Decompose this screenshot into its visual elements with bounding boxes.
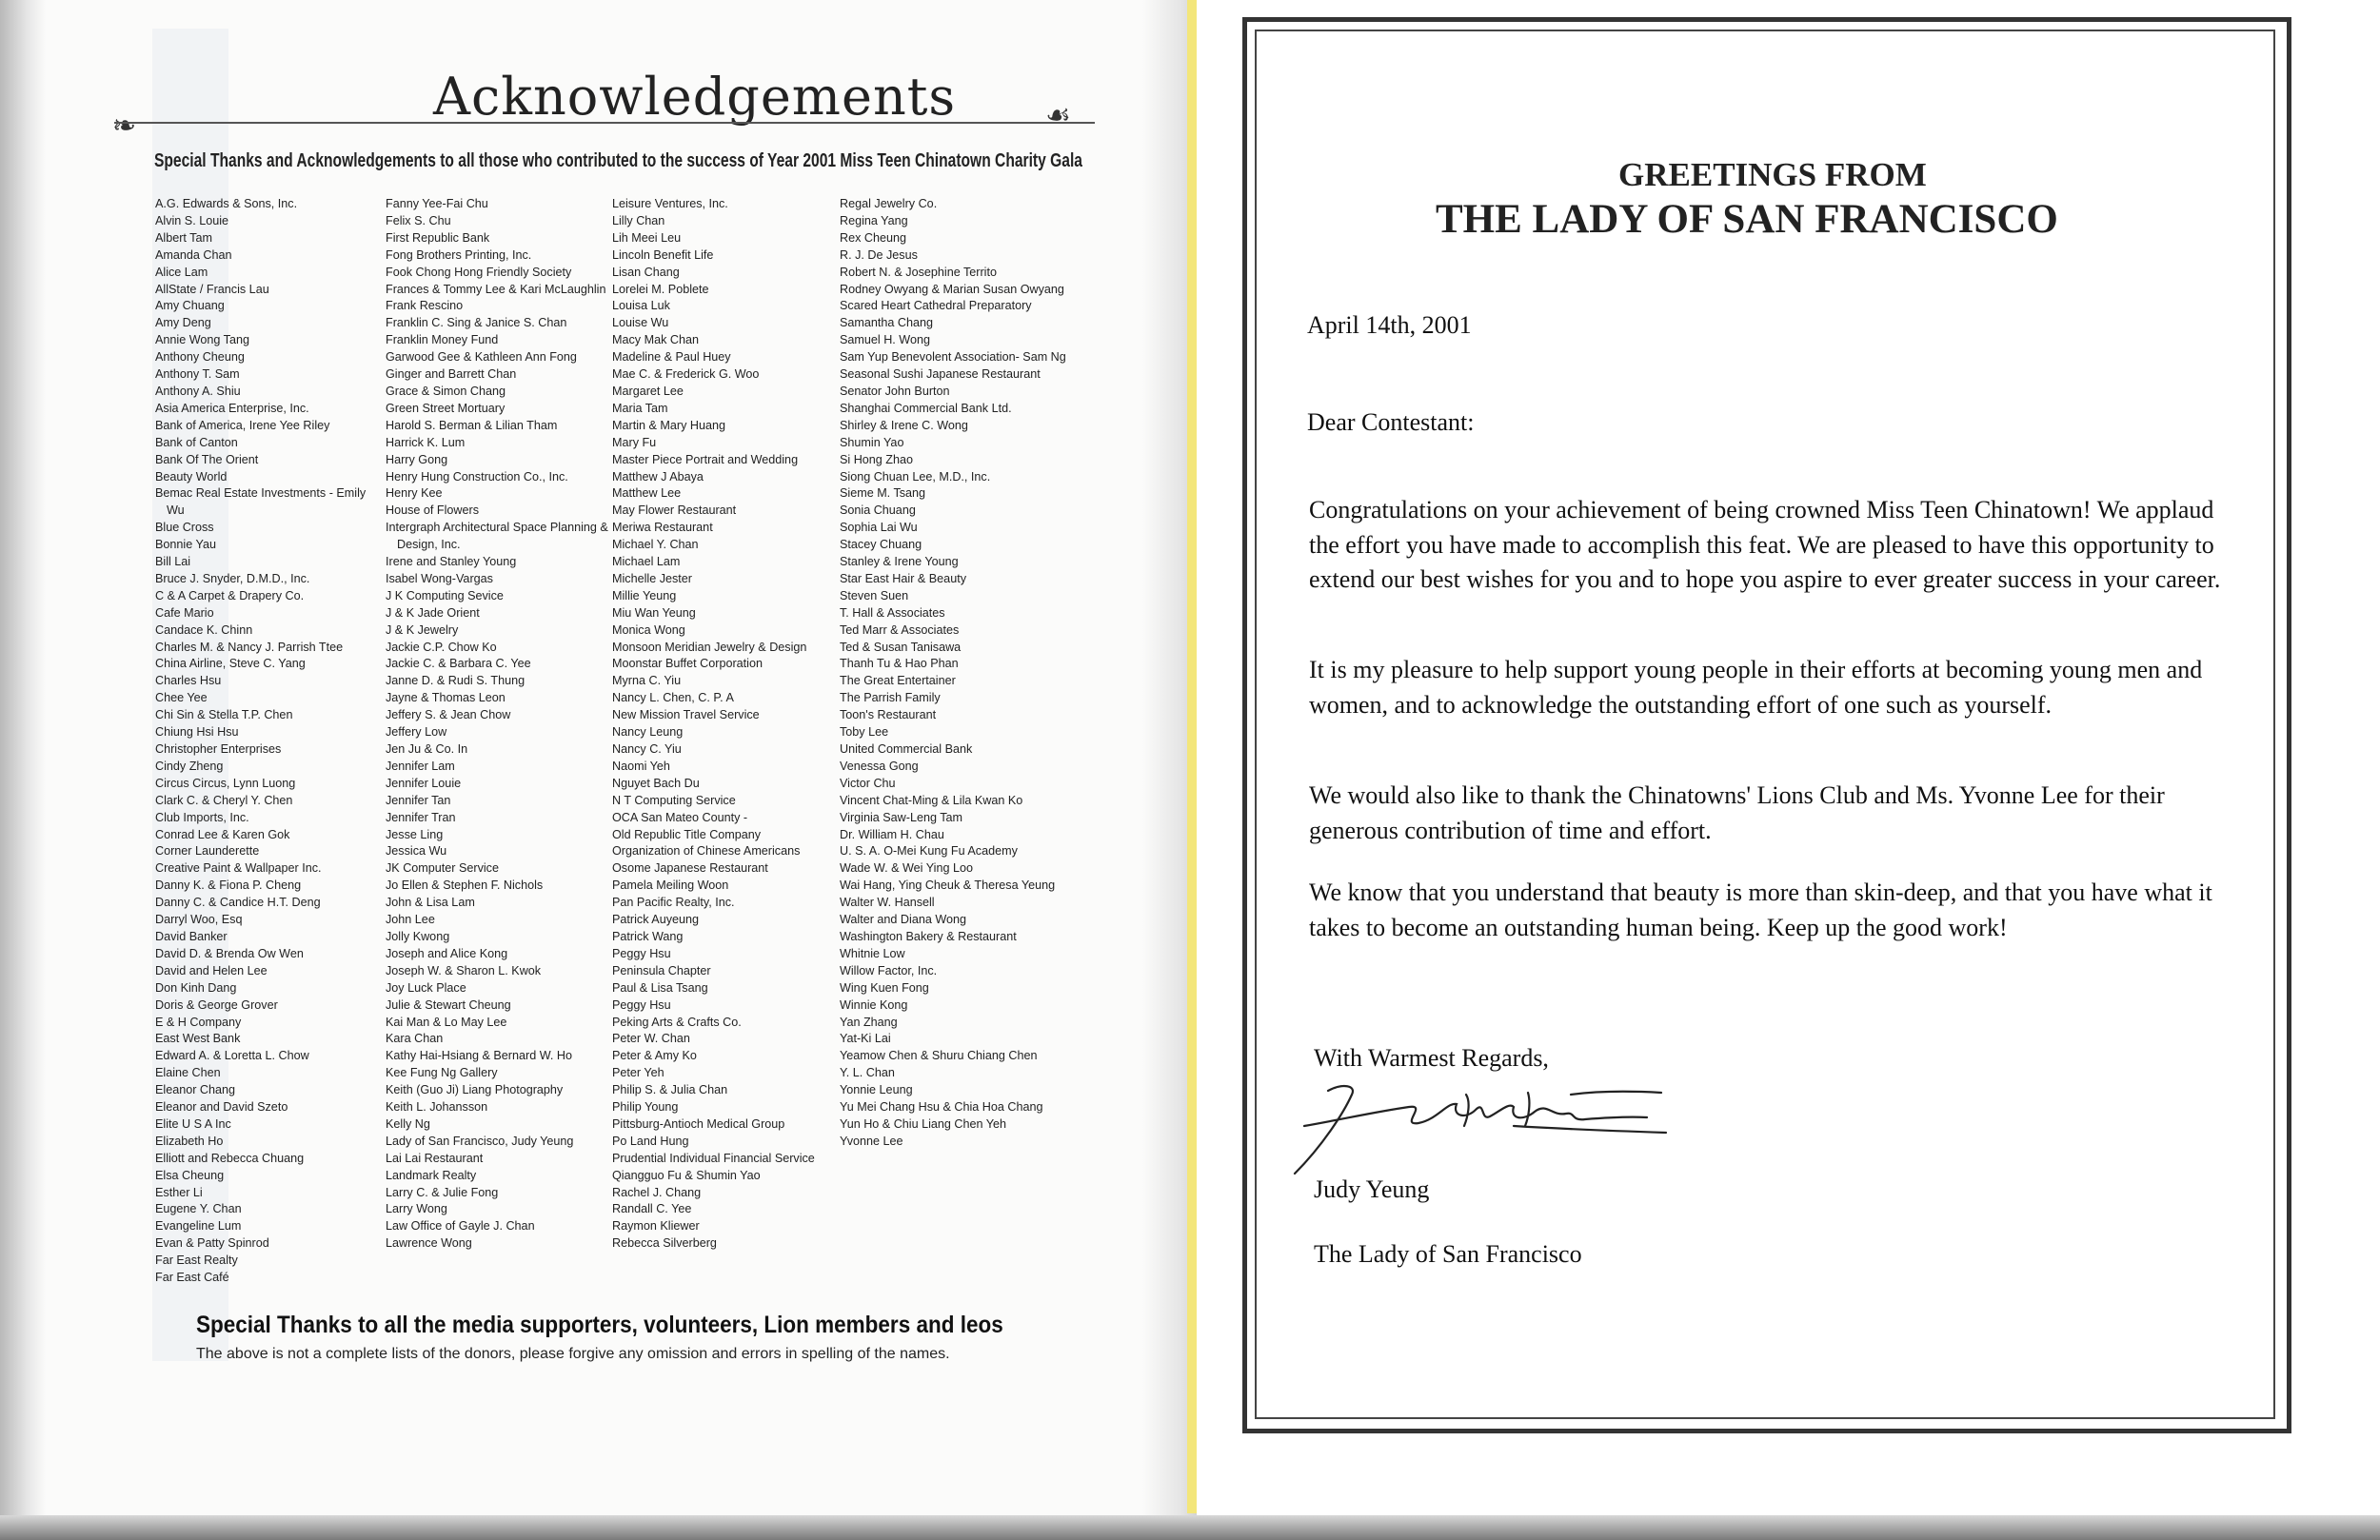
donor-name: United Commercial Bank [840, 742, 973, 756]
donor-name: Larry C. & Julie Fong [386, 1185, 499, 1199]
donor-name: Anthony A. Shiu [155, 384, 241, 398]
donor-name: Victor Chu [840, 776, 896, 790]
donor-name: Ted & Susan Tanisawa [840, 640, 962, 654]
donor-name: OCA San Mateo County - [612, 810, 748, 824]
donor-name: Janne D. & Rudi S. Thung [386, 674, 526, 688]
donor-name: Patrick Wang [612, 929, 684, 943]
donor-name: Michelle Jester [612, 571, 692, 585]
donor-name: Fanny Yee-Fai Chu [386, 197, 488, 210]
donor-name: Julie & Stewart Cheung [386, 997, 511, 1012]
donor-name: Blue Cross [155, 521, 214, 535]
donor-name: Margaret Lee [612, 384, 684, 398]
scanner-bottom-edge [0, 1515, 2380, 1540]
donor-name: Franklin C. Sing & Janice S. Chan [386, 316, 567, 330]
donor-name: Jeffery S. & Jean Chow [386, 708, 511, 722]
donor-name: Bank of America, Irene Yee Riley [155, 418, 330, 432]
donor-name: Lincoln Benefit Life [612, 247, 714, 262]
donor-name: Evangeline Lum [155, 1219, 242, 1234]
donor-name: Christopher Enterprises [155, 742, 282, 756]
donor-name: Rex Cheung [840, 230, 907, 245]
donor-name: Jessica Wu [386, 844, 447, 859]
donor-name: Kee Fung Ng Gallery [386, 1066, 498, 1080]
donor-name: Anthony Cheung [155, 350, 245, 365]
donor-name: Ted Marr & Associates [840, 622, 960, 637]
donor-name: Wai Hang, Ying Cheuk & Theresa Yeung [840, 879, 1056, 893]
donor-name: Monsoon Meridian Jewelry & Design [612, 640, 807, 654]
donor-name: Washington Bakery & Restaurant [840, 929, 1017, 943]
donor-name: Y. L. Chan [840, 1066, 895, 1080]
flourish-right-icon: ☙ [1045, 100, 1071, 131]
letter-paragraph: It is my pleasure to help support young people in their efforts at becoming young men and women, and to acknowledge the outstanding effort of one such as yourself. [1309, 656, 2203, 719]
donor-name: U. S. A. O-Mei Kung Fu Academy [840, 844, 1018, 859]
donor-column-2 [386, 196, 611, 1253]
donor-name: Far East Café [155, 1271, 229, 1285]
donor-name: Po Land Hung [612, 1134, 689, 1148]
donor-name: Nguyet Bach Du [612, 776, 700, 790]
donor-name: Samuel H. Wong [840, 333, 930, 347]
donor-name: Larry Wong [386, 1202, 447, 1216]
donor-name: Elaine Chen [155, 1066, 221, 1080]
donor-name: Keith L. Johansson [386, 1100, 488, 1115]
donor-name: Philip Young [612, 1100, 679, 1115]
donor-name: John & Lisa Lam [386, 896, 475, 910]
donor-name: Alice Lam [155, 265, 208, 279]
donor-name: Stanley & Irene Young [840, 555, 959, 569]
donor-name: C & A Carpet & Drapery Co. [155, 588, 305, 602]
donor-name: The Great Entertainer [840, 674, 956, 688]
donor-name: Willow Factor, Inc. [840, 963, 938, 977]
donor-name: Sonia Chuang [840, 503, 916, 518]
letter-paragraph: We know that you understand that beauty is more than skin-deep, and that you have what it takes to become an outstanding human being. Keep up the good work! [1309, 879, 2212, 941]
donor-name: Lady of San Francisco, Judy Yeung [386, 1134, 574, 1148]
donor-name: Joseph W. & Sharon L. Kwok [386, 963, 542, 977]
donor-name: Isabel Wong-Vargas [386, 571, 493, 585]
donor-name: Keith (Guo Ji) Liang Photography [386, 1083, 564, 1097]
donor-name: A.G. Edwards & Sons, Inc. [155, 197, 298, 210]
donor-name: JK Computer Service [386, 861, 499, 876]
donor-name: Rebecca Silverberg [612, 1236, 717, 1251]
donor-name: Amy Deng [155, 316, 211, 330]
donor-name: Lorelei M. Poblete [612, 282, 709, 296]
donor-name: China Airline, Steve C. Yang [155, 657, 306, 671]
donor-name: Yat-Ki Lai [840, 1032, 891, 1046]
donor-name: Scared Heart Cathedral Preparatory [840, 299, 1032, 313]
donor-name: First Republic Bank [386, 230, 490, 245]
donor-name: Samantha Chang [840, 316, 934, 330]
donor-name: Wade W. & Wei Ying Loo [840, 861, 973, 876]
donor-name: Garwood Gee & Kathleen Ann Fong [386, 350, 577, 365]
donor-name: Siong Chuan Lee, M.D., Inc. [840, 469, 991, 484]
donor-name: Amanda Chan [155, 247, 232, 262]
donor-name: Star East Hair & Beauty [840, 571, 966, 585]
donor-name: Far East Realty [155, 1254, 238, 1268]
donor-disclaimer: The above is not a complete lists of the donors, please forgive any omission and errors in spelling of the names. [196, 1346, 950, 1362]
donor-name: Randall C. Yee [612, 1202, 692, 1216]
donor-name: Yonnie Leung [840, 1083, 913, 1097]
donor-name: John Lee [386, 913, 435, 927]
donor-name: Asia America Enterprise, Inc. [155, 401, 309, 415]
donor-name: Joy Luck Place [386, 980, 466, 995]
donor-name: Eleanor and David Szeto [155, 1100, 288, 1115]
donor-name: Whitnie Low [840, 946, 905, 960]
donor-name: Jennifer Louie [386, 776, 462, 790]
acknowledgements-subtitle: Special Thanks and Acknowledgements to all those who contributed to the success of Year 2001 Miss Teen Chinatown Charity Gala [154, 150, 1082, 171]
flourish-left-icon: ❧ [112, 110, 137, 142]
donor-name: Sieme M. Tsang [840, 486, 926, 501]
donor-name: Landmark Realty [386, 1168, 477, 1182]
donor-name: Creative Paint & Wallpaper Inc. [155, 861, 322, 876]
donor-name: Lih Meei Leu [612, 230, 682, 245]
donor-name: Candace K. Chinn [155, 622, 253, 637]
donor-name: Virginia Saw-Leng Tam [840, 810, 963, 824]
donor-name: Corner Launderette [155, 844, 260, 859]
donor-name: Jen Ju & Co. In [386, 742, 468, 756]
donor-name: Venessa Gong [840, 759, 919, 773]
donor-name: Mary Fu [612, 435, 657, 449]
donor-name: Moonstar Buffet Corporation [612, 657, 763, 671]
donor-name: R. J. De Jesus [840, 247, 918, 262]
donor-name: Kelly Ng [386, 1116, 430, 1131]
donor-name: Alvin S. Louie [155, 213, 229, 227]
donor-name: Frances & Tommy Lee & Kari McLaughlin [386, 282, 606, 296]
donor-column-1 [155, 196, 382, 1287]
donor-name: Doris & George Grover [155, 997, 278, 1012]
donor-name: Louise Wu [612, 316, 669, 330]
donor-name: Matthew J Abaya [612, 469, 704, 484]
donor-name: AllState / Francis Lau [155, 282, 269, 296]
donor-name: David and Helen Lee [155, 963, 268, 977]
donor-name: Lilly Chan [612, 213, 665, 227]
donor-name: Michael Lam [612, 555, 681, 569]
donor-name: Louisa Luk [612, 299, 670, 313]
donor-name: Conrad Lee & Karen Gok [155, 827, 290, 841]
donor-name: Meriwa Restaurant [612, 521, 713, 535]
donor-name: Kathy Hai-Hsiang & Bernard W. Ho [386, 1049, 572, 1063]
greeting-line-1: GREETINGS FROM [1618, 156, 1927, 193]
donor-name: Master Piece Portrait and Wedding [612, 452, 799, 466]
donor-name: J K Computing Sevice [386, 588, 504, 602]
donor-name: Mae C. & Frederick G. Woo [612, 367, 760, 382]
donor-name: Elizabeth Ho [155, 1134, 224, 1148]
donor-name: Peking Arts & Crafts Co. [612, 1015, 742, 1029]
donor-name: Bank Of The Orient [155, 452, 259, 466]
donor-name: Shumin Yao [840, 435, 904, 449]
donor-name: Henry Kee [386, 486, 443, 501]
donor-name: Chee Yee [155, 691, 208, 705]
donor-name: Winnie Kong [840, 997, 908, 1012]
donor-name: Sophia Lai Wu [840, 521, 918, 535]
donor-name: Monica Wong [612, 622, 685, 637]
donor-name: David Banker [155, 929, 228, 943]
donor-name: Jo Ellen & Stephen F. Nichols [386, 879, 544, 893]
donor-name: Nancy L. Chen, C. P. A [612, 691, 734, 705]
donor-name: Wing Kuen Fong [840, 980, 929, 995]
donor-name: Thanh Tu & Hao Phan [840, 657, 959, 671]
title-rule [114, 122, 1095, 124]
donor-name: Chi Sin & Stella T.P. Chen [155, 708, 293, 722]
donor-name: Old Republic Title Company [612, 827, 762, 841]
donor-name: Elite U S A Inc [155, 1116, 231, 1131]
donor-name: Eugene Y. Chan [155, 1202, 242, 1216]
donor-name: Felix S. Chu [386, 213, 451, 227]
donor-name: Law Office of Gayle J. Chan [386, 1219, 535, 1234]
donor-column-4 [840, 196, 1066, 1151]
donor-name: Robert N. & Josephine Territo [840, 265, 997, 279]
donor-name: Peggy Hsu [612, 946, 671, 960]
donor-name: Ginger and Barrett Chan [386, 367, 517, 382]
acknowledgements-title: Acknowledgements [433, 67, 957, 127]
donor-name: Esther Li [155, 1185, 203, 1199]
donor-name: Yvonne Lee [840, 1134, 903, 1148]
donor-name: Franklin Money Fund [386, 333, 499, 347]
donor-name: Kai Man & Lo May Lee [386, 1015, 507, 1029]
donor-name: J & K Jewelry [386, 622, 459, 637]
donor-name: House of Flowers [386, 503, 479, 518]
donor-name: Bonnie Yau [155, 538, 216, 552]
donor-name: Organization of Chinese Americans [612, 844, 801, 859]
handwritten-signature [1285, 1074, 1685, 1178]
donor-name: Miu Wan Yeung [612, 605, 696, 620]
donor-name: Macy Mak Chan [612, 333, 699, 347]
donor-name: Amy Chuang [155, 299, 225, 313]
page-edge-shadow [0, 0, 46, 1540]
donor-name: Shanghai Commercial Bank Ltd. [840, 401, 1012, 415]
donor-name: Henry Hung Construction Co., Inc. [386, 469, 568, 484]
donor-name: Harold S. Berman & Lilian Tham [386, 418, 558, 432]
donor-name: Club Imports, Inc. [155, 810, 249, 824]
donor-name: Sam Yup Benevolent Association- Sam Ng [840, 350, 1066, 365]
donor-name: Joseph and Alice Kong [386, 946, 508, 960]
donor-name: Madeline & Paul Huey [612, 350, 731, 365]
donor-name: Paul & Lisa Tsang [612, 980, 708, 995]
donor-name: Nancy Leung [612, 725, 684, 740]
donor-name: Millie Yeung [612, 588, 677, 602]
donor-name: Fong Brothers Printing, Inc. [386, 247, 532, 262]
donor-name: East West Bank [155, 1032, 241, 1046]
donor-name: Charles M. & Nancy J. Parrish Ttee [155, 640, 344, 654]
donor-name: Lisan Chang [612, 265, 680, 279]
donor-name: Fook Chong Hong Friendly Society [386, 265, 572, 279]
donor-name: Green Street Mortuary [386, 401, 506, 415]
donor-name: Jennifer Tan [386, 793, 451, 807]
donor-name: Regal Jewelry Co. [840, 197, 938, 210]
donor-name: Jolly Kwong [386, 929, 450, 943]
donor-name: Darryl Woo, Esq [155, 913, 243, 927]
letter-salutation: Dear Contestant: [1307, 408, 1475, 436]
donor-name: Martin & Mary Huang [612, 418, 725, 432]
letter-closing: With Warmest Regards, [1314, 1044, 1549, 1072]
donor-name: Beauty World [155, 469, 228, 484]
donor-name: Toon's Restaurant [840, 708, 937, 722]
donor-name: Bill Lai [155, 555, 191, 569]
donor-name: Jeffery Low [386, 725, 447, 740]
donor-name: Elsa Cheung [155, 1168, 225, 1182]
donor-name: Eleanor Chang [155, 1083, 236, 1097]
donor-name: Frank Rescino [386, 299, 464, 313]
donor-name: Jennifer Lam [386, 759, 455, 773]
donor-name: Osome Japanese Restaurant [612, 861, 768, 876]
donor-name: Chiung Hsi Hsu [155, 725, 239, 740]
donor-name: Peter W. Chan [612, 1032, 690, 1046]
donor-name: Peggy Hsu [612, 997, 671, 1012]
donor-name: Yeamow Chen & Shuru Chiang Chen [840, 1049, 1038, 1063]
donor-name: Pan Pacific Realty, Inc. [612, 896, 735, 910]
donor-name: N T Computing Service [612, 793, 736, 807]
donor-name: Shirley & Irene C. Wong [840, 418, 968, 432]
donor-name: Yu Mei Chang Hsu & Chia Hoa Chang [840, 1100, 1043, 1115]
donor-name: Pittsburg-Antioch Medical Group [612, 1116, 785, 1131]
donor-name: Lawrence Wong [386, 1236, 472, 1251]
donor-name: Regina Yang [840, 213, 908, 227]
donor-name: Raymon Kliewer [612, 1219, 700, 1234]
donor-name: Grace & Simon Chang [386, 384, 506, 398]
donor-name: Rachel J. Chang [612, 1185, 702, 1199]
donor-name: Peninsula Chapter [612, 963, 711, 977]
donor-name: Harry Gong [386, 452, 448, 466]
donor-name: Elliott and Rebecca Chuang [155, 1151, 305, 1165]
donor-column-3 [612, 196, 839, 1253]
donor-name: Prudential Individual Financial Service [612, 1151, 815, 1165]
donor-name: New Mission Travel Service [612, 708, 760, 722]
donor-name: Evan & Patty Spinrod [155, 1236, 269, 1251]
donor-name: Anthony T. Sam [155, 367, 240, 382]
donor-name: Peter Yeh [612, 1066, 664, 1080]
donor-name: Lai Lai Restaurant [386, 1151, 484, 1165]
donor-name: Rodney Owyang & Marian Susan Owyang [840, 282, 1064, 296]
donor-name: Michael Y. Chan [612, 538, 699, 552]
donor-name: Steven Suen [840, 588, 909, 602]
donor-name: Qiangguo Fu & Shumin Yao [612, 1168, 761, 1182]
donor-name: Naomi Yeh [612, 759, 670, 773]
donor-name: Walter W. Hansell [840, 896, 935, 910]
donor-name: J & K Jade Orient [386, 605, 480, 620]
donor-name: Matthew Lee [612, 486, 682, 501]
donor-name: Annie Wong Tang [155, 333, 249, 347]
donor-name: Bruce J. Snyder, D.M.D., Inc. [155, 571, 310, 585]
donor-name: Seasonal Sushi Japanese Restaurant [840, 367, 1041, 382]
signer-organization: The Lady of San Francisco [1314, 1240, 1582, 1268]
donor-name: Intergraph Architectural Space Planning & Design, Inc. [386, 521, 608, 552]
donor-name: Jennifer Tran [386, 810, 456, 824]
donor-name: Myrna C. Yiu [612, 674, 682, 688]
donor-name: Albert Tam [155, 230, 212, 245]
donor-name: Jayne & Thomas Leon [386, 691, 506, 705]
donor-name: Senator John Burton [840, 384, 950, 398]
page-edge [1187, 0, 1197, 1513]
donor-name: Maria Tam [612, 401, 668, 415]
donor-name: Leisure Ventures, Inc. [612, 197, 728, 210]
donor-name: The Parrish Family [840, 691, 941, 705]
donor-name: Stacey Chuang [840, 538, 922, 552]
donor-name: Nancy C. Yiu [612, 742, 682, 756]
donor-name: David D. & Brenda Ow Wen [155, 946, 304, 960]
special-thanks-heading: Special Thanks to all the media supporters, volunteers, Lion members and leos [196, 1312, 1003, 1338]
donor-name: Si Hong Zhao [840, 452, 914, 466]
donor-name: Cafe Mario [155, 605, 214, 620]
letter-paragraph: We would also like to thank the Chinatowns' Lions Club and Ms. Yvonne Lee for their generous contribution of time and effort. [1309, 781, 2165, 844]
donor-name: Jackie C. & Barbara C. Yee [386, 657, 531, 671]
donor-name: T. Hall & Associates [840, 605, 945, 620]
donor-name: Patrick Auyeung [612, 913, 700, 927]
donor-name: Yan Zhang [840, 1015, 898, 1029]
donor-name: Yun Ho & Chiu Liang Chen Yeh [840, 1116, 1007, 1131]
donor-name: Bank of Canton [155, 435, 238, 449]
donor-name: Danny C. & Candice H.T. Deng [155, 896, 321, 910]
donor-name: Jackie C.P. Chow Ko [386, 640, 497, 654]
donor-name: Harrick K. Lum [386, 435, 466, 449]
donor-name: Clark C. & Cheryl Y. Chen [155, 793, 293, 807]
donor-name: Dr. William H. Chau [840, 827, 944, 841]
donor-name: Danny K. & Fiona P. Cheng [155, 879, 302, 893]
donor-name: Kara Chan [386, 1032, 444, 1046]
donor-name: Circus Circus, Lynn Luong [155, 776, 296, 790]
donor-name: Don Kinh Dang [155, 980, 237, 995]
donor-name: Pamela Meiling Woon [612, 879, 729, 893]
donor-name: Edward A. & Loretta L. Chow [155, 1049, 309, 1063]
donor-name: Peter & Amy Ko [612, 1049, 697, 1063]
donor-name: Bemac Real Estate Investments - Emily Wu [155, 486, 367, 518]
donor-name: Cindy Zheng [155, 759, 224, 773]
signer-name: Judy Yeung [1314, 1175, 1430, 1203]
letter-date: April 14th, 2001 [1307, 311, 1472, 339]
donor-name: Toby Lee [840, 725, 889, 740]
donor-name: May Flower Restaurant [612, 503, 737, 518]
greeting-line-2: THE LADY OF SAN FRANCISCO [1436, 197, 2058, 242]
donor-name: Vincent Chat-Ming & Lila Kwan Ko [840, 793, 1023, 807]
donor-name: Charles Hsu [155, 674, 222, 688]
donor-name: Jesse Ling [386, 827, 444, 841]
donor-name: E & H Company [155, 1015, 242, 1029]
donor-name: Irene and Stanley Young [386, 555, 517, 569]
donor-name: Philip S. & Julia Chan [612, 1083, 728, 1097]
letter-paragraph: Congratulations on your achievement of being crowned Miss Teen Chinatown! We applaud the effort you have made to accomplish this feat. We are pleased to have this opportunity to extend our best wishes for you and to hope you aspire to ever greater success in your career. [1309, 496, 2221, 593]
donor-name: Walter and Diana Wong [840, 913, 967, 927]
